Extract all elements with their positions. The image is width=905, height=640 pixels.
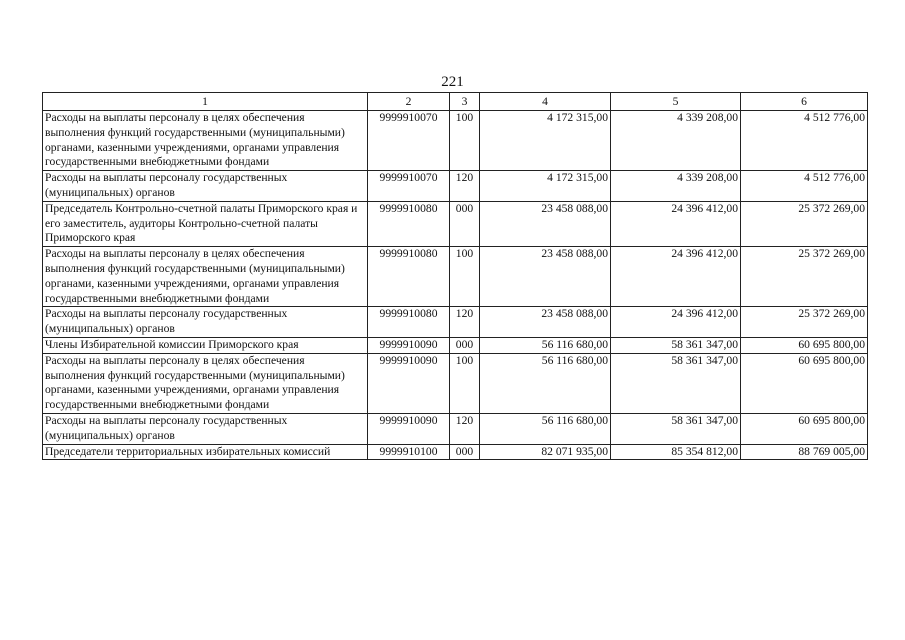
row-type: 120 [450, 307, 480, 338]
row-amount-1: 23 458 088,00 [480, 307, 611, 338]
row-code: 9999910080 [368, 247, 450, 307]
row-amount-3: 88 769 005,00 [741, 444, 868, 460]
row-code: 9999910100 [368, 444, 450, 460]
table-row [43, 413, 868, 444]
row-name: Расходы на выплаты персоналу в целях обеспечения выполнения функций государственными (муниципальными) органами, казенными учреждениями, органами управления государственными внебюджетными фондами [43, 353, 368, 413]
row-amount-3: 25 372 269,00 [741, 201, 868, 246]
row-amount-1: 23 458 088,00 [480, 201, 611, 246]
row-amount-1: 56 116 680,00 [480, 353, 611, 413]
row-amount-3: 60 695 800,00 [741, 413, 868, 444]
row-amount-3: 60 695 800,00 [741, 353, 868, 413]
header-col-1: 1 [43, 93, 368, 111]
row-code: 9999910080 [368, 201, 450, 246]
row-type: 100 [450, 111, 480, 171]
row-name: Расходы на выплаты персоналу в целях обеспечения выполнения функций государственными (муниципальными) органами, казенными учреждениями, органами управления государственными внебюджетными фондами [43, 247, 368, 307]
header-col-6: 6 [741, 93, 868, 111]
row-amount-1: 4 172 315,00 [480, 171, 611, 202]
row-amount-1: 4 172 315,00 [480, 111, 611, 171]
row-name: Председатель Контрольно-счетной палаты Приморского края и его заместитель, аудиторы Контрольно-счетной палаты Приморского края [43, 201, 368, 246]
row-amount-2: 24 396 412,00 [611, 201, 741, 246]
header-col-4: 4 [480, 93, 611, 111]
table-row [43, 307, 868, 338]
row-code: 9999910090 [368, 353, 450, 413]
table-row [43, 353, 868, 413]
table-row [43, 337, 868, 353]
row-name: Расходы на выплаты персоналу государственных (муниципальных) органов [43, 413, 368, 444]
row-amount-3: 25 372 269,00 [741, 247, 868, 307]
row-code: 9999910070 [368, 171, 450, 202]
header-col-3: 3 [450, 93, 480, 111]
header-col-2: 2 [368, 93, 450, 111]
row-type: 100 [450, 353, 480, 413]
row-amount-2: 4 339 208,00 [611, 171, 741, 202]
budget-table [42, 92, 868, 460]
row-amount-2: 85 354 812,00 [611, 444, 741, 460]
row-code: 9999910090 [368, 337, 450, 353]
table-row [43, 201, 868, 246]
row-type: 100 [450, 247, 480, 307]
row-amount-1: 23 458 088,00 [480, 247, 611, 307]
row-name: Расходы на выплаты персоналу государственных (муниципальных) органов [43, 171, 368, 202]
row-amount-2: 58 361 347,00 [611, 337, 741, 353]
table-header [43, 93, 868, 111]
table-row [43, 171, 868, 202]
row-name: Председатели территориальных избирательных комиссий [43, 444, 368, 460]
header-row [43, 93, 868, 111]
row-amount-3: 4 512 776,00 [741, 111, 868, 171]
table-row [43, 247, 868, 307]
row-name: Расходы на выплаты персоналу в целях обеспечения выполнения функций государственными (муниципальными) органами, казенными учреждениями, органами управления государственными внебюджетными фондами [43, 111, 368, 171]
row-type: 000 [450, 201, 480, 246]
table-row [43, 111, 868, 171]
row-code: 9999910070 [368, 111, 450, 171]
row-amount-2: 58 361 347,00 [611, 413, 741, 444]
table-body [43, 111, 868, 460]
header-col-5: 5 [611, 93, 741, 111]
row-type: 120 [450, 413, 480, 444]
row-amount-2: 58 361 347,00 [611, 353, 741, 413]
row-amount-1: 56 116 680,00 [480, 337, 611, 353]
row-name: Расходы на выплаты персоналу государственных (муниципальных) органов [43, 307, 368, 338]
row-code: 9999910090 [368, 413, 450, 444]
row-name: Члены Избирательной комиссии Приморского края [43, 337, 368, 353]
row-amount-3: 60 695 800,00 [741, 337, 868, 353]
row-type: 120 [450, 171, 480, 202]
row-amount-1: 82 071 935,00 [480, 444, 611, 460]
row-type: 000 [450, 337, 480, 353]
row-amount-3: 25 372 269,00 [741, 307, 868, 338]
row-type: 000 [450, 444, 480, 460]
row-amount-2: 24 396 412,00 [611, 247, 741, 307]
page-number: 221 [441, 74, 464, 90]
row-amount-1: 56 116 680,00 [480, 413, 611, 444]
row-amount-2: 4 339 208,00 [611, 111, 741, 171]
row-amount-2: 24 396 412,00 [611, 307, 741, 338]
row-amount-3: 4 512 776,00 [741, 171, 868, 202]
table-row [43, 444, 868, 460]
row-code: 9999910080 [368, 307, 450, 338]
